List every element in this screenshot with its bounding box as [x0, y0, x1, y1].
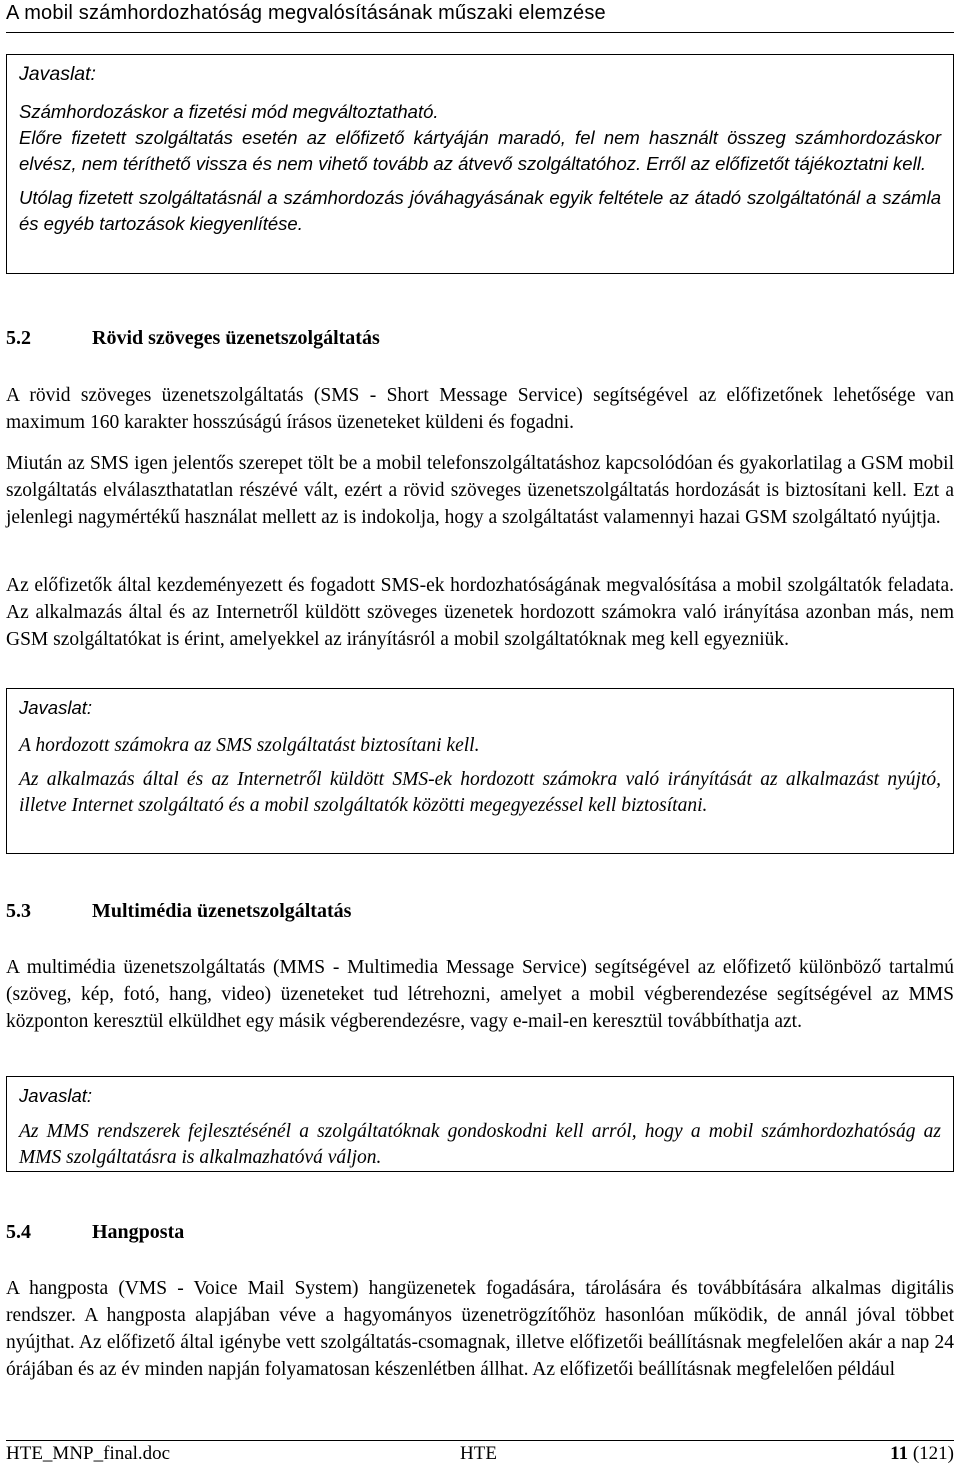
footer-center: HTE — [460, 1443, 497, 1464]
section-title: Multimédia üzenetszolgáltatás — [92, 900, 352, 922]
page-number — [890, 1441, 954, 1467]
footer-filename: HTE_MNP_final.doc — [6, 1443, 171, 1464]
proposal-label: Javaslat: — [19, 63, 96, 85]
proposal-text: Utólag fizetett szolgáltatásnál a számhordozás jóváhagyásának egyik feltétele az átadó szolgáltatónál a számla és egyéb tartozások kiegyenlítése. — [19, 187, 941, 234]
proposal-label: Javaslat: — [19, 1085, 93, 1106]
section-title: Hangposta — [92, 1221, 185, 1243]
proposal-label: Javaslat: — [19, 697, 93, 718]
page-total: (121) — [912, 1443, 954, 1464]
header-title: A mobil számhordozhatóság megvalósításának műszaki elemzése — [6, 2, 606, 24]
proposal-text: Az MMS rendszerek fejlesztésénél a szolgáltatóknak gondoskodni kell arról, hogy a mobil számhordozhatóság az MMS szolgáltatásra is alkalmazhatóvá váljon. — [19, 1121, 941, 1168]
body-paragraph: A rövid szöveges üzenetszolgáltatás (SMS - Short Message Service) segítségével az előfizetőnek lehetősége van maximum 160 karakter hosszúságú írásos üzeneteket küldeni és fogadni. — [6, 385, 954, 433]
page-footer — [6, 1440, 954, 1468]
page-current: 11 — [890, 1443, 909, 1464]
section-heading-5-3 — [6, 898, 351, 924]
body-paragraph: A multimédia üzenetszolgáltatás (MMS - Multimedia Message Service) segítségével az előfizető különböző tartalmú (szöveg, kép, fotó, hang, video) üzeneteket tud létrehozni, amelyet a mobil végberendezése segítségével az MMS központon keresztül elküldhet egy másik végberendezésre, vagy e-mail-en keresztül továbbíthatja azt. — [6, 957, 954, 1032]
proposal-box-2 — [6, 688, 954, 854]
proposal-box-1 — [6, 54, 954, 274]
body-paragraph: Az előfizetők által kezdeményezett és fogadott SMS-ek hordozhatóságának megvalósítása a mobil szolgáltatók feladata. Az alkalmazás által és az Internetről küldött szöveges üzenetek hordozott számokra való irányítása azonban más, nem GSM szolgáltatókat is érint, amelyekkel az irányításról a mobil szolgáltatóknak meg kell egyezniük. — [6, 575, 954, 650]
proposal-text: A hordozott számokra az SMS szolgáltatást biztosítani kell. — [19, 735, 480, 756]
section-title: Rövid szöveges üzenetszolgáltatás — [92, 327, 380, 349]
section-number: 5.2 — [6, 327, 31, 349]
proposal-text: Az alkalmazás által és az Internetről küldött SMS-ek hordozott számokra való irányítását az alkalmazást nyújtó, illetve Internet szolgáltató és a mobil szolgáltatók közötti megegyezéssel kell biztosítani. — [19, 769, 941, 816]
page-header — [6, 0, 954, 33]
section-number: 5.4 — [6, 1221, 31, 1243]
proposal-text: Előre fizetett szolgáltatás esetén az előfizető kártyáján maradó, fel nem használt összeg számhordozáskor elvész, nem téríthető vissza és nem vihető tovább az átvevő szolgáltatóhoz. Erről az előfizetőt tájékoztatni kell. — [19, 127, 941, 174]
proposal-text: Számhordozáskor a fizetési mód megváltoztatható. — [19, 101, 439, 122]
section-heading-5-2 — [6, 325, 380, 351]
body-paragraph: A hangposta (VMS - Voice Mail System) hangüzenetek fogadására, tárolására és továbbítására alkalmas digitális rendszer. A hangposta alapjában véve a hagyományos üzenetrögzítőhöz hasonlóan működik, de annál jóval többet nyújthat. Az előfizető által igénybe vett szolgáltatás-csomagnak, illetve előfizetői beállításnak megfelelően akár a nap 24 órájában és az év minden napján folyamatosan készenlétben állhat. Az előfizetői beállításnak megfelelően például — [6, 1278, 954, 1380]
section-heading-5-4 — [6, 1219, 184, 1245]
section-number: 5.3 — [6, 900, 31, 922]
body-paragraph: Miután az SMS igen jelentős szerepet tölt be a mobil telefonszolgáltatáshoz kapcsolódóan és gyakorlatilag a GSM mobil szolgáltatás elválaszthatatlan részévé vált, ezért a rövid szöveges üzenetszolgáltatás hordozását is biztosítani kell. Ezt a jelenlegi nagymértékű használat mellett az is indokolja, hogy a szolgáltatást valamennyi hazai GSM szolgáltató nyújtja. — [6, 453, 954, 528]
proposal-box-3 — [6, 1076, 954, 1172]
